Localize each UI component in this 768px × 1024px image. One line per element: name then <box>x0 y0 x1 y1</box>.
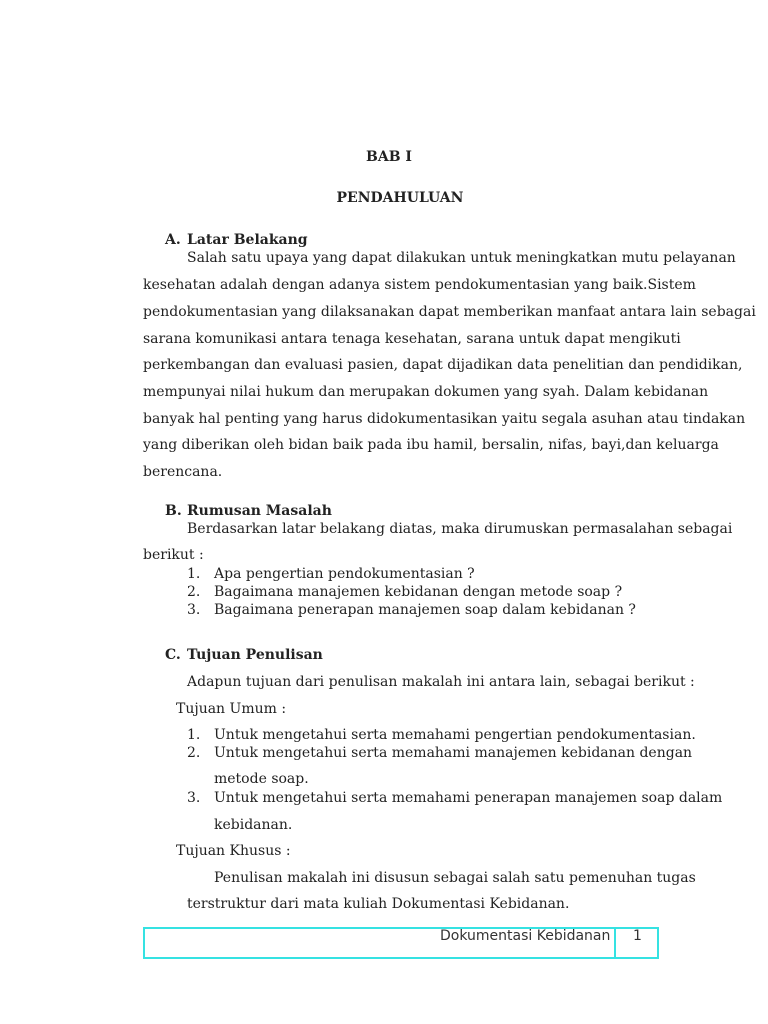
section-a-line: perkembangan dan evaluasi pasien, dapat dijadikan data penelitian dan pendidikan, <box>143 357 743 373</box>
list-number: 2. <box>187 584 201 600</box>
section-b-heading: Rumusan Masalah <box>187 503 332 519</box>
specific-objective-line: Penulisan makalah ini disusun sebagai salah satu pemenuhan tugas <box>214 870 696 886</box>
chapter-title: PENDAHULUAN <box>336 190 464 206</box>
section-a-line: banyak hal penting yang harus didokumentasikan yaitu segala asuhan atau tindakan <box>143 411 746 427</box>
section-a-heading: Latar Belakang <box>187 232 308 248</box>
list-item-continuation: metode soap. <box>214 771 309 787</box>
section-a-line: pendokumentasian yang dilaksanakan dapat memberikan manfaat antara lain sebagai <box>143 304 756 320</box>
list-number: 2. <box>187 745 201 761</box>
list-item: Untuk mengetahui serta memahami manajemen kebidanan dengan <box>214 745 693 761</box>
footer-divider <box>614 927 616 959</box>
list-item: Bagaimana manajemen kebidanan dengan metode soap ? <box>214 584 623 600</box>
section-c-marker: C. <box>165 647 181 663</box>
list-item: Untuk mengetahui serta memahami penerapan manajemen soap dalam <box>214 790 723 806</box>
specific-objective-line: terstruktur dari mata kuliah Dokumentasi Kebidanan. <box>187 896 570 912</box>
list-number: 1. <box>187 566 201 582</box>
footer-course-title: Dokumentasi Kebidanan <box>440 928 611 944</box>
list-item: Apa pengertian pendokumentasian ? <box>214 566 475 582</box>
section-a-line: berencana. <box>143 464 223 480</box>
chapter-number: BAB I <box>366 149 412 165</box>
section-a-line: yang diberikan oleh bidan baik pada ibu hamil, bersalin, nifas, bayi,dan keluarga <box>143 437 719 453</box>
section-a-line: mempunyai nilai hukum dan merupakan dokumen yang syah. Dalam kebidanan <box>143 384 709 400</box>
section-b-line: Berdasarkan latar belakang diatas, maka dirumuskan permasalahan sebagai <box>187 521 733 537</box>
list-item: Bagaimana penerapan manajemen soap dalam kebidanan ? <box>214 602 636 618</box>
section-a-line: Salah satu upaya yang dapat dilakukan untuk meningkatkan mutu pelayanan <box>187 250 736 266</box>
section-b-line: berikut : <box>143 547 204 563</box>
section-a-line: sarana komunikasi antara tenaga kesehatan, sarana untuk dapat mengikuti <box>143 331 681 347</box>
section-b-marker: B. <box>165 503 182 519</box>
footer-page-number: 1 <box>633 928 642 944</box>
list-number: 3. <box>187 790 201 806</box>
list-item: Untuk mengetahui serta memahami pengertian pendokumentasian. <box>214 727 696 743</box>
section-a-marker: A. <box>165 232 181 248</box>
general-objective-label: Tujuan Umum : <box>176 701 287 717</box>
list-number: 3. <box>187 602 201 618</box>
list-item-continuation: kebidanan. <box>214 817 293 833</box>
section-a-line: kesehatan adalah dengan adanya sistem pendokumentasian yang baik.Sistem <box>143 277 696 293</box>
list-number: 1. <box>187 727 201 743</box>
specific-objective-label: Tujuan Khusus : <box>176 843 291 859</box>
section-c-intro: Adapun tujuan dari penulisan makalah ini antara lain, sebagai berikut : <box>187 674 695 690</box>
section-c-heading: Tujuan Penulisan <box>187 647 323 663</box>
